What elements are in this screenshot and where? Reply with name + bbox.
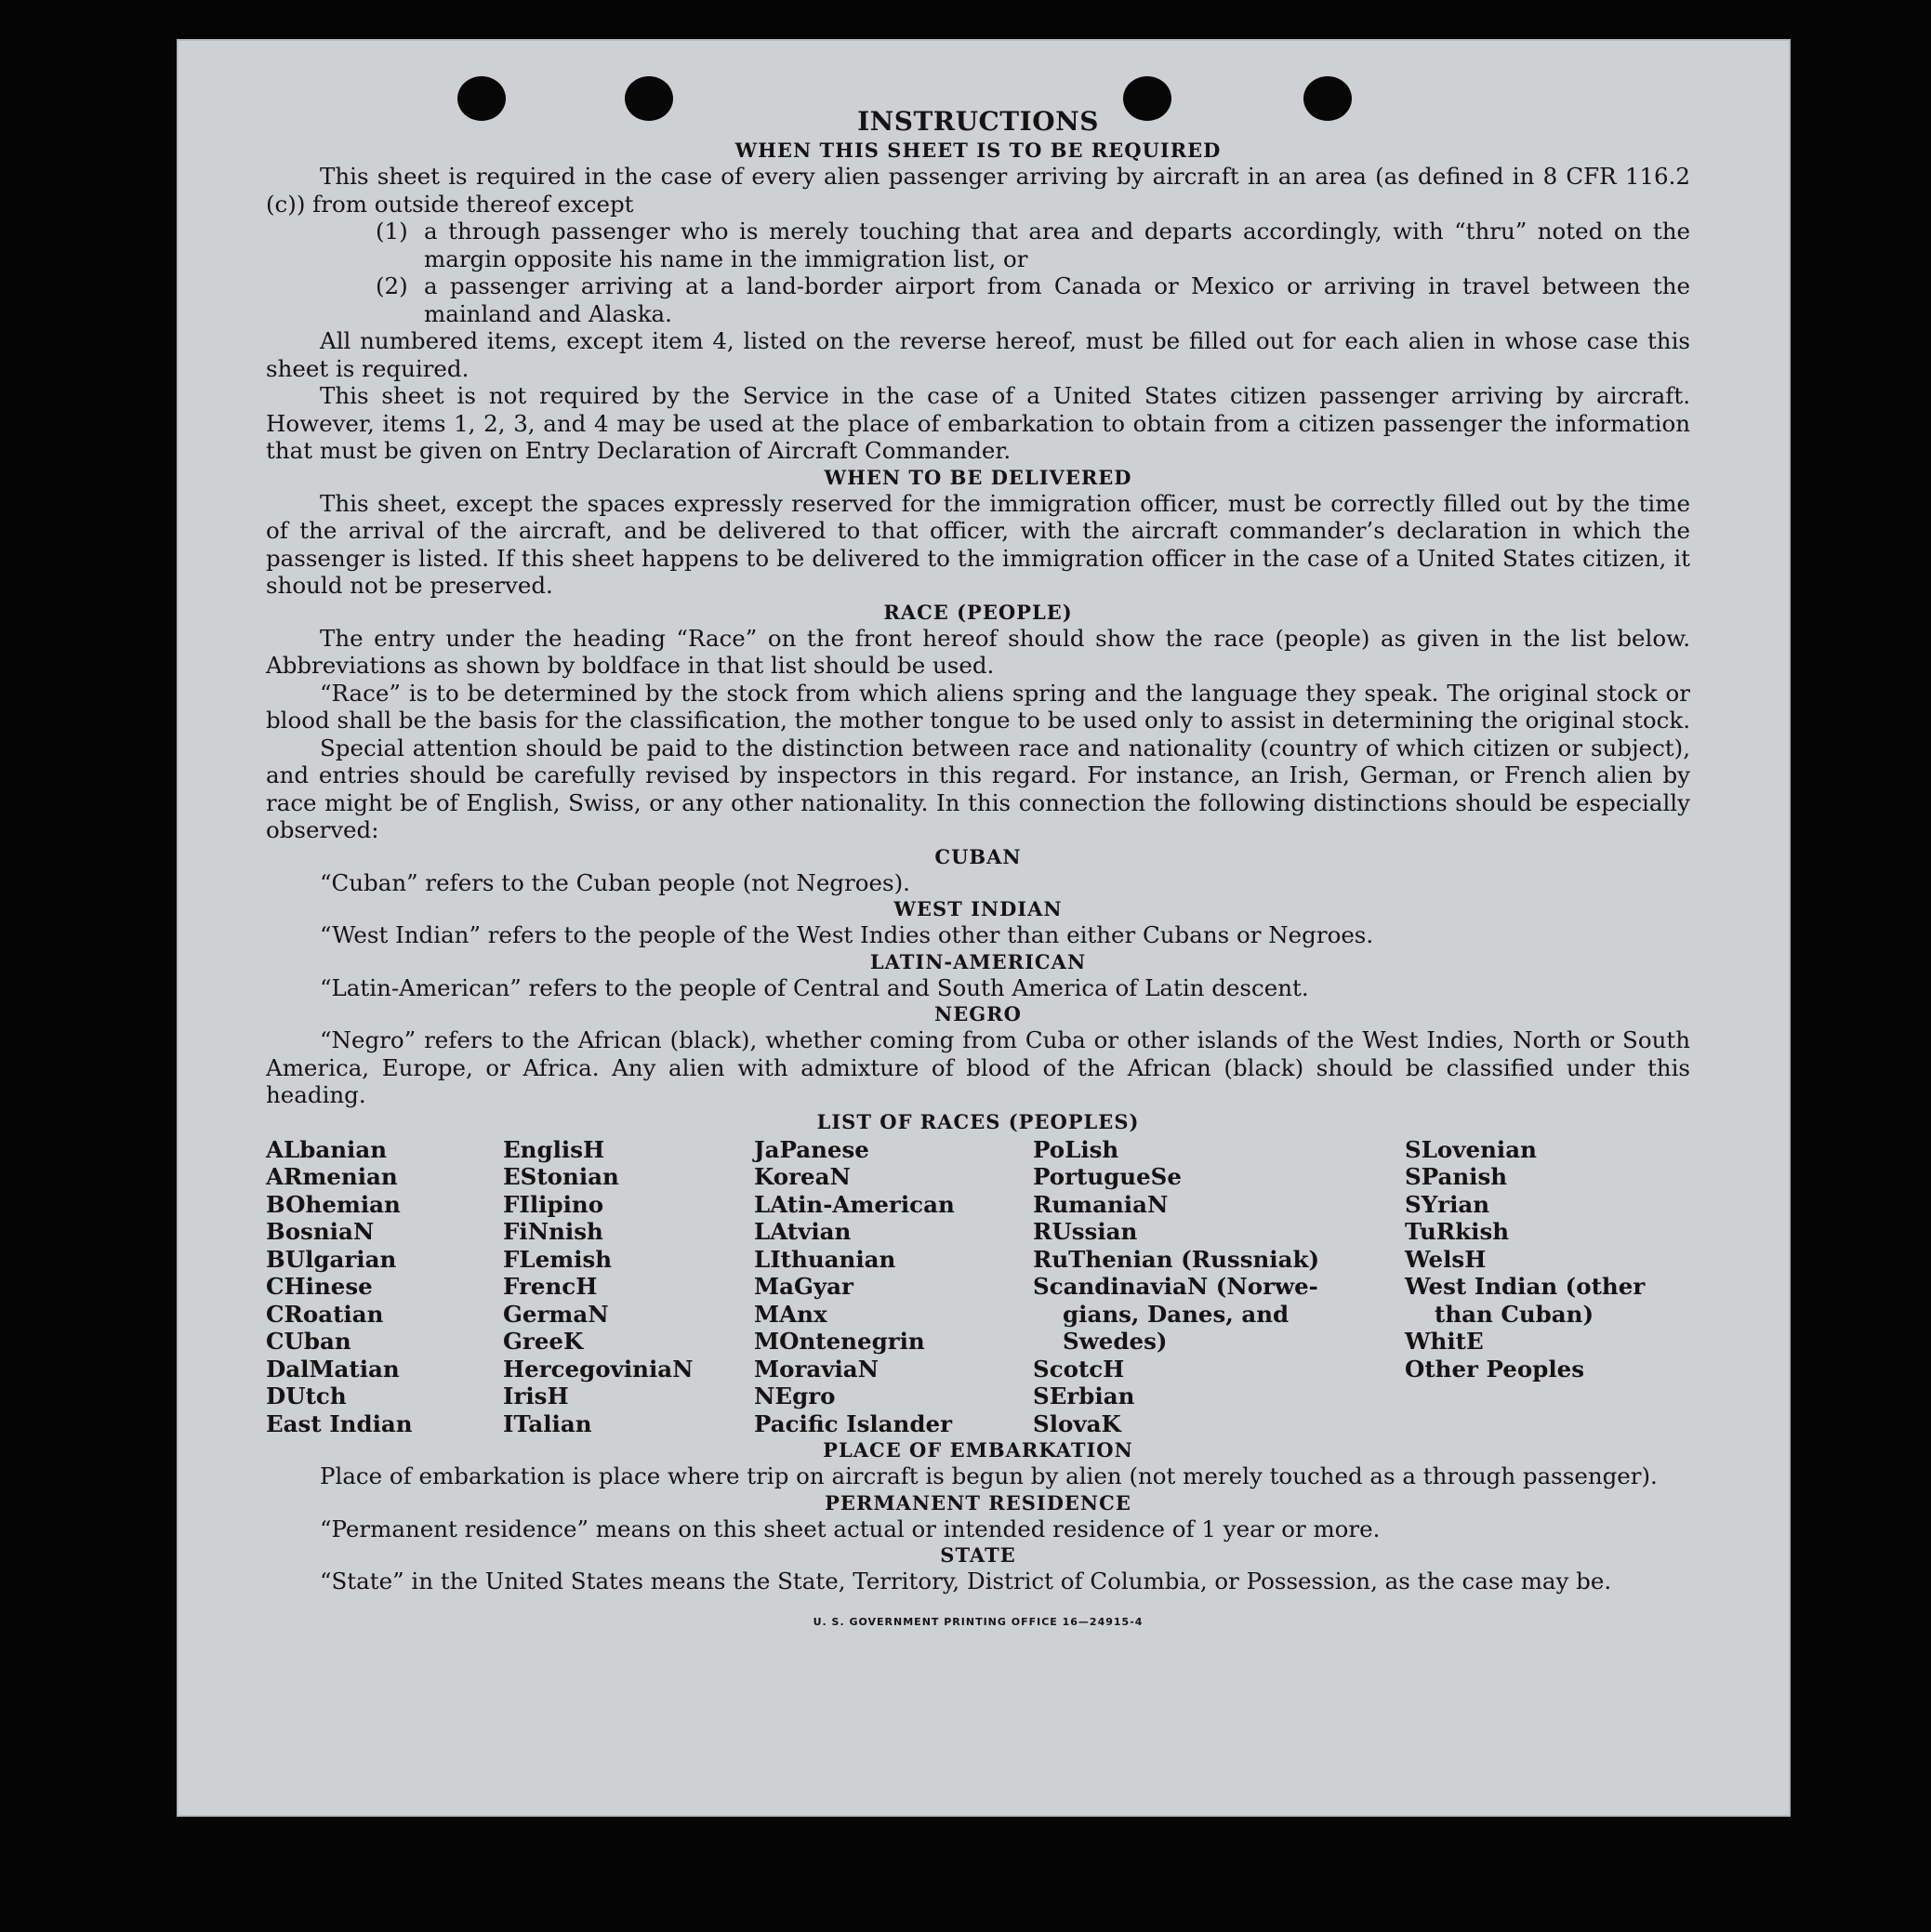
paragraph: This sheet is not required by the Service in the case of a United States citizen passenger arriving by aircraft. However, items 1, 2, 3, and 4 may be used at the place of embarkation to obtain from a citizen passenger the information that must be given on Entry Declaration of Aircraft Commander. <box>266 382 1690 464</box>
item-number: (1) <box>376 218 408 245</box>
races-column <box>266 1136 503 1438</box>
race-entry: East Indian <box>266 1409 413 1437</box>
race-entry: NEgro <box>754 1383 836 1409</box>
document-sheet <box>177 39 1791 1817</box>
race-entry: HercegoviniaN <box>503 1355 694 1383</box>
race-entry: FrencH <box>503 1273 598 1300</box>
races-column <box>1033 1136 1405 1438</box>
race-entry: ALbanian <box>266 1135 388 1163</box>
race-entry: Pacific Islander <box>754 1409 952 1437</box>
race-entry: DalMatian <box>266 1355 400 1383</box>
race-entry: GermaN <box>503 1300 609 1328</box>
race-entry: RUssian <box>1033 1218 1138 1245</box>
race-entry: BOhemian <box>266 1190 401 1218</box>
item-text: a through passenger who is merely touching that area and departs accordingly, with “thru” noted on the margin opposite his name in the immigration list, or <box>424 218 1690 272</box>
race-entry: EnglisH <box>503 1135 605 1163</box>
race-entry: DUtch <box>266 1383 347 1409</box>
race-entry: CHinese <box>266 1273 373 1300</box>
race-entry: SPanish <box>1405 1163 1508 1190</box>
race-entry: RuThenian (Russniak) <box>1033 1245 1320 1273</box>
race-entry: TuRkish <box>1405 1218 1510 1245</box>
heading-when-delivered: WHEN TO BE DELIVERED <box>824 465 1132 489</box>
heading-race: RACE (PEOPLE) <box>883 600 1073 624</box>
races-column <box>754 1136 1033 1438</box>
paragraph: The entry under the heading “Race” on the front hereof should show the race (people) as given in the list below. Abbreviations as shown by boldface in that list should be used. <box>266 624 1690 679</box>
paragraph: “Race” is to be determined by the stock from which aliens spring and the language they speak. The original stock or blood shall be the basis for the classification, the mother tongue to be used only to assist in determining the original stock. <box>266 679 1691 734</box>
heading-west-indian: WEST INDIAN <box>893 897 1063 920</box>
races-column <box>1405 1136 1690 1438</box>
race-entry: LAtvian <box>754 1218 852 1245</box>
list-item <box>376 218 1690 272</box>
race-entry: ScandinaviaN (Norwe- <box>1033 1273 1318 1300</box>
races-column <box>503 1136 754 1438</box>
race-entry: SErbian <box>1033 1383 1135 1409</box>
heading-place-of-embarkation: PLACE OF EMBARKATION <box>823 1438 1133 1462</box>
item-number: (2) <box>376 272 408 299</box>
paragraph: All numbered items, except item 4, listed on the reverse hereof, must be filled out for each alien in whose case this sheet is required. <box>266 327 1690 382</box>
race-entry: WhitE <box>1405 1328 1484 1355</box>
printer-imprint: U. S. GOVERNMENT PRINTING OFFICE 16—24915-4 <box>813 1615 1144 1628</box>
heading-cuban: CUBAN <box>934 844 1022 868</box>
race-entry: LIthuanian <box>754 1245 896 1273</box>
races-list <box>266 1136 1690 1438</box>
item-text: a passenger arriving at a land-border airport from Canada or Mexico or arriving in travel between the mainland and Alaska. <box>424 272 1690 327</box>
race-entry: BosniaN <box>266 1218 375 1245</box>
race-entry: West Indian (other <box>1405 1273 1646 1300</box>
paragraph: “Latin-American” refers to the people of Central and South America of Latin descent. <box>320 973 1309 1001</box>
list-item <box>376 272 1690 327</box>
paragraph: This sheet is required in the case of every alien passenger arriving by aircraft in an area (as defined in 8 CFR 116.2 (c)) from outside thereof except <box>266 163 1690 218</box>
heading-negro: NEGRO <box>934 1002 1022 1026</box>
heading-when-required: WHEN THIS SHEET IS TO BE REQUIRED <box>734 139 1222 162</box>
race-entry: RumaniaN <box>1033 1190 1169 1218</box>
document-content <box>266 106 1690 1635</box>
heading-list-of-races: LIST OF RACES (PEOPLES) <box>816 1109 1140 1133</box>
race-entry: LAtin-American <box>754 1190 955 1218</box>
race-entry: SYrian <box>1405 1190 1490 1218</box>
paragraph: “Cuban” refers to the Cuban people (not Negroes). <box>320 868 910 896</box>
race-entry: FLemish <box>503 1245 613 1273</box>
race-entry: EStonian <box>503 1163 619 1190</box>
paragraph: “Permanent residence” means on this sheet actual or intended residence of 1 year or more. <box>320 1515 1381 1542</box>
race-entry: SLovenian <box>1405 1135 1537 1163</box>
race-entry: BUlgarian <box>266 1245 397 1273</box>
race-entry: CUban <box>266 1328 351 1355</box>
race-entry: PoLish <box>1033 1135 1119 1163</box>
paragraph: This sheet, except the spaces expressly reserved for the immigration officer, must be correctly filled out by the time of the arrival of the aircraft, and be delivered to that officer, with the aircraft commander’s declaration in which the passenger is listed. If this sheet happens to be delivered to the immigration officer in the case of a United States citizen, it should not be preserved. <box>266 489 1690 599</box>
race-entry: FIlipino <box>503 1190 604 1218</box>
paragraph: Place of embarkation is place where trip on aircraft is begun by alien (not merely touched as a through passenger). <box>320 1462 1658 1489</box>
paragraph: Special attention should be paid to the distinction between race and nationality (country of which citizen or subject), and entries should be carefully revised by inspectors in this regard. For instance, an Irish, German, or French alien by race might be of English, Swiss, or any other nationality. In this connection the following distinctions should be especially observed: <box>266 734 1690 843</box>
heading-permanent-residence: PERMANENT RESIDENCE <box>825 1490 1131 1515</box>
race-entry: than Cuban) <box>1435 1300 1594 1328</box>
race-entry: Other Peoples <box>1405 1355 1585 1383</box>
race-entry: JaPanese <box>754 1135 869 1163</box>
heading-latin-american: LATIN-AMERICAN <box>869 949 1087 973</box>
paragraph: “West Indian” refers to the people of the West Indies other than either Cubans or Negroes. <box>320 921 1374 948</box>
race-entry: KoreaN <box>754 1163 851 1190</box>
race-entry: PortugueSe <box>1033 1163 1182 1190</box>
race-entry: MAnx <box>754 1300 827 1328</box>
race-entry: gians, Danes, and <box>1063 1300 1290 1328</box>
race-entry: ITalian <box>503 1409 592 1437</box>
paragraph: “State” in the United States means the State, Territory, District of Columbia, or Possession, as the case may be. <box>320 1568 1612 1595</box>
race-entry: CRoatian <box>266 1300 384 1328</box>
race-entry: MaGyar <box>754 1273 853 1300</box>
paragraph: “Negro” refers to the African (black), whether coming from Cuba or other islands of the West Indies, North or South America, Europe, or Africa. Any alien with admixture of blood of the African (black) should be classified under this heading. <box>266 1026 1690 1108</box>
race-entry: Swedes) <box>1063 1328 1168 1355</box>
race-entry: ARmenian <box>266 1163 398 1190</box>
race-entry: FiNnish <box>503 1218 603 1245</box>
page-title: INSTRUCTIONS <box>857 106 1099 137</box>
race-entry: GreeK <box>503 1328 584 1355</box>
race-entry: MoraviaN <box>754 1355 880 1383</box>
race-entry: IrisH <box>503 1383 569 1409</box>
heading-state: STATE <box>940 1543 1016 1567</box>
race-entry: ScotcH <box>1033 1355 1125 1383</box>
race-entry: WelsH <box>1405 1245 1487 1273</box>
race-entry: SlovaK <box>1033 1409 1121 1437</box>
race-entry: MOntenegrin <box>754 1328 925 1355</box>
